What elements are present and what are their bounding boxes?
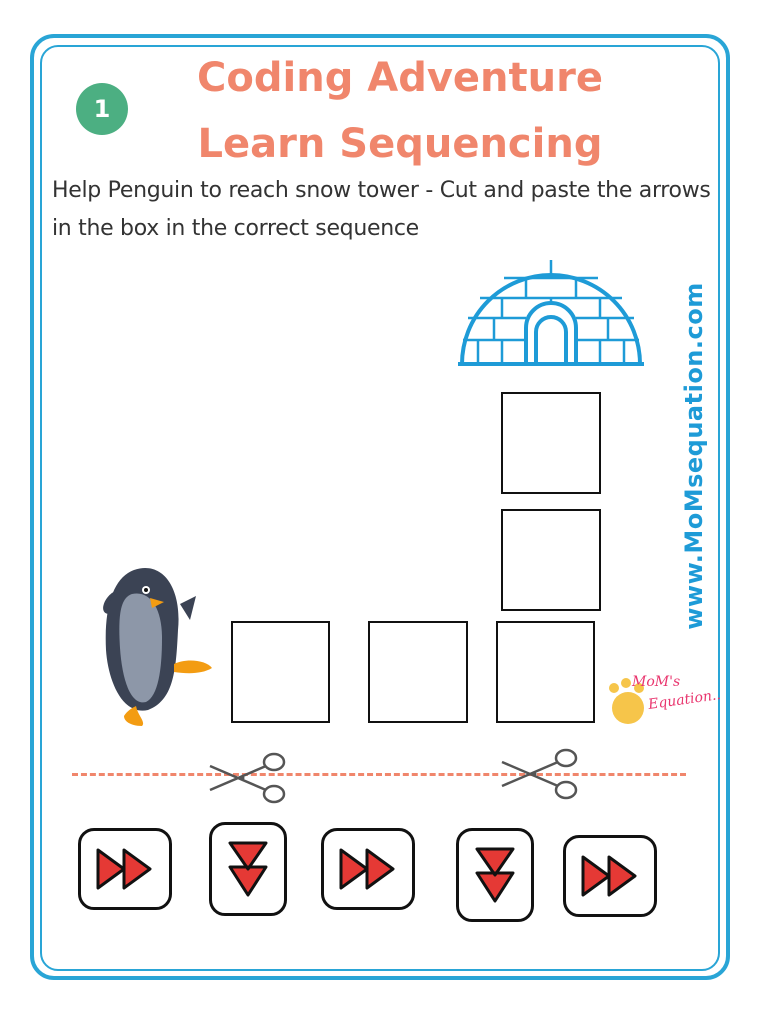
website-url: www.MoMsequation.com [680,282,708,630]
page-subtitle: Learn Sequencing [197,121,603,167]
double-right-arrow-icon [94,844,156,894]
instructions-text: Help Penguin to reach snow tower - Cut and paste the arrows in the box in the correct sequence [52,178,711,241]
arrow-card-down[interactable] [209,822,287,916]
path-box-vertical-top[interactable] [501,392,601,494]
double-down-arrow-icon [226,839,270,899]
page-title: Coding Adventure [197,55,603,101]
logo-text-line1: MoM's [632,674,681,690]
cut-line [72,773,686,776]
arrow-card-down[interactable] [456,828,534,922]
path-box-vertical-middle[interactable] [501,509,601,611]
arrow-card-right[interactable] [321,828,415,910]
igloo-icon [456,256,646,368]
penguin-icon [88,560,218,728]
double-right-arrow-icon [579,851,641,901]
path-box-2[interactable] [368,621,468,723]
path-box-1[interactable] [231,621,330,723]
moms-equation-logo [600,668,738,734]
scissors-icon [206,750,288,806]
path-box-3[interactable] [496,621,595,723]
logo-text-line2: Equation.. [647,686,722,714]
double-down-arrow-icon [473,845,517,905]
scissors-icon [498,746,580,802]
double-right-arrow-icon [337,844,399,894]
arrow-card-right[interactable] [78,828,172,910]
arrow-card-right[interactable] [563,835,657,917]
step-number-badge: 1 [76,83,128,135]
